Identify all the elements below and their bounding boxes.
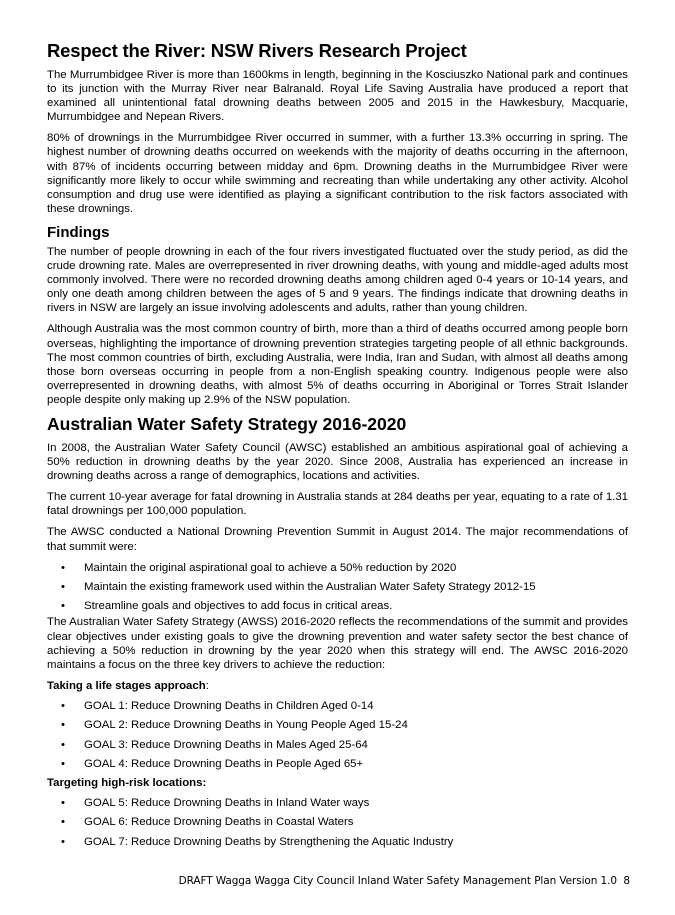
list-item: • Maintain the original aspirational goal to achieve a 50% reduction by 2020 (61, 561, 457, 574)
list-item: • GOAL 6: Reduce Drowning Deaths in Coastal Waters (61, 816, 354, 829)
bullet-icon: • (61, 699, 65, 712)
page-number: 8 (623, 875, 630, 887)
list-item: • GOAL 5: Reduce Drowning Deaths in Inland Water ways (61, 797, 370, 810)
bullet-icon: • (61, 719, 65, 732)
paragraph: 80% of drownings in the Murrumbidgee River occurred in summer, with a further 13.3% occurring in spring. The highest number of drowning deaths occurred on weekends with the majority of deaths occurring in the afternoon, with 87% of incidents occurring between midday and 6pm. Drowning deaths in the Murrumbidgee River were significantly more likely to occur while swimming and recreating than while undertaking any other activity. Alcohol consumption and drug use were identified as playing a significant contribution to the risk factors associated with these drownings. (47, 132, 628, 215)
paragraph: The Murrumbidgee River is more than 1600kms in length, beginning in the Kosciuszko National park and continues to its junction with the Murray River near Balranald. Royal Life Saving Australia have produced a report that examined all unintentional fatal drowning deaths between 2005 and 2015 in the Hawkesbury, Macquarie, Murrumbidgee and Nepean Rivers. (47, 69, 628, 124)
list-item: • GOAL 1: Reduce Drowning Deaths in Children Aged 0-14 (61, 699, 374, 712)
list-item: • GOAL 4: Reduce Drowning Deaths in People Aged 65+ (61, 757, 364, 770)
bullet-icon: • (61, 797, 65, 810)
section-title-respect-the-river: Respect the River: NSW Rivers Research Project (47, 40, 467, 61)
section-title-findings: Findings (47, 223, 110, 241)
paragraph: The current 10-year average for fatal drowning in Australia stands at 284 deaths per year, equating to a rate of 1.31 fatal drownings per 100,000 population. (47, 491, 628, 518)
high-risk-heading: Targeting high-risk locations: (47, 777, 207, 790)
list-item: • Streamline goals and objectives to add focus in critical areas. (61, 600, 393, 613)
page-footer (179, 875, 630, 888)
list-item: • GOAL 7: Reduce Drowning Deaths by Strengthening the Aquatic Industry (61, 835, 454, 848)
bullet-icon: • (61, 561, 65, 574)
list-item: • GOAL 2: Reduce Drowning Deaths in Young People Aged 15-24 (61, 719, 408, 732)
bullet-icon: • (61, 580, 65, 593)
paragraph: The AWSC conducted a National Drowning Prevention Summit in August 2014. The major recommendations of that summit were: (47, 526, 628, 553)
list-item: • GOAL 3: Reduce Drowning Deaths in Males Aged 25-64 (61, 738, 368, 751)
recommendations-list (47, 561, 628, 614)
footer-text: DRAFT Wagga Wagga City Council Inland Water Safety Management Plan Version 1.0 (178, 875, 617, 887)
bullet-icon: • (61, 738, 65, 751)
document-page (47, 40, 628, 854)
high-risk-goals-list (47, 796, 628, 849)
life-stages-heading: Taking a life stages approach: (47, 679, 209, 692)
section-title-water-safety-strategy: Australian Water Safety Strategy 2016-2020 (47, 413, 407, 434)
bullet-icon: • (61, 757, 65, 770)
life-stages-goals-list (47, 699, 628, 771)
bullet-icon: • (61, 600, 65, 613)
paragraph: In 2008, the Australian Water Safety Council (AWSC) established an ambitious aspirational goal of achieving a 50% reduction in drowning deaths by the year 2020. Since 2008, Australia has experienced an increase in drowning deaths across a range of demographics, locations and activities. (47, 441, 628, 483)
bullet-icon: • (61, 816, 65, 829)
paragraph: The number of people drowning in each of the four rivers investigated fluctuated over the study period, as did the crude drowning rate. Males are overrepresented in river drowning deaths, with young and middle-aged adults most commonly involved. There were no recorded drowning deaths among children aged 0-4 years or 10-14 years, and only one death among children between the ages of 5 and 9 years. The findings indicate that drowning deaths in rivers in NSW are largely an issue involving adolescents and adults, rather than young children. (47, 245, 628, 315)
paragraph: Although Australia was the most common country of birth, more than a third of deaths occurred among people born overseas, highlighting the importance of drowning prevention strategies targeting people of all ethnic backgrounds. The most common countries of birth, excluding Australia, were India, Iran and Sudan, with almost all deaths among those born overseas occurring in people from a non-English speaking country. Indigenous people were also overrepresented in drowning deaths, with almost 5% of deaths occurring in Aboriginal or Torres Strait Islander people despite only making up 2.9% of the NSW population. (47, 323, 628, 406)
bullet-icon: • (61, 835, 65, 848)
list-item: • Maintain the existing framework used within the Australian Water Safety Strategy 2012-15 (61, 580, 536, 593)
paragraph: The Australian Water Safety Strategy (AWSS) 2016-2020 reflects the recommendations of the summit and provides clear objectives under existing goals to give the drowning prevention and water safety sector the best chance of achieving a 50% reduction in drowning by the year 2020 when this strategy will end. The AWSC 2016-2020 maintains a focus on the three key drivers to achieve the reduction: (47, 616, 628, 671)
